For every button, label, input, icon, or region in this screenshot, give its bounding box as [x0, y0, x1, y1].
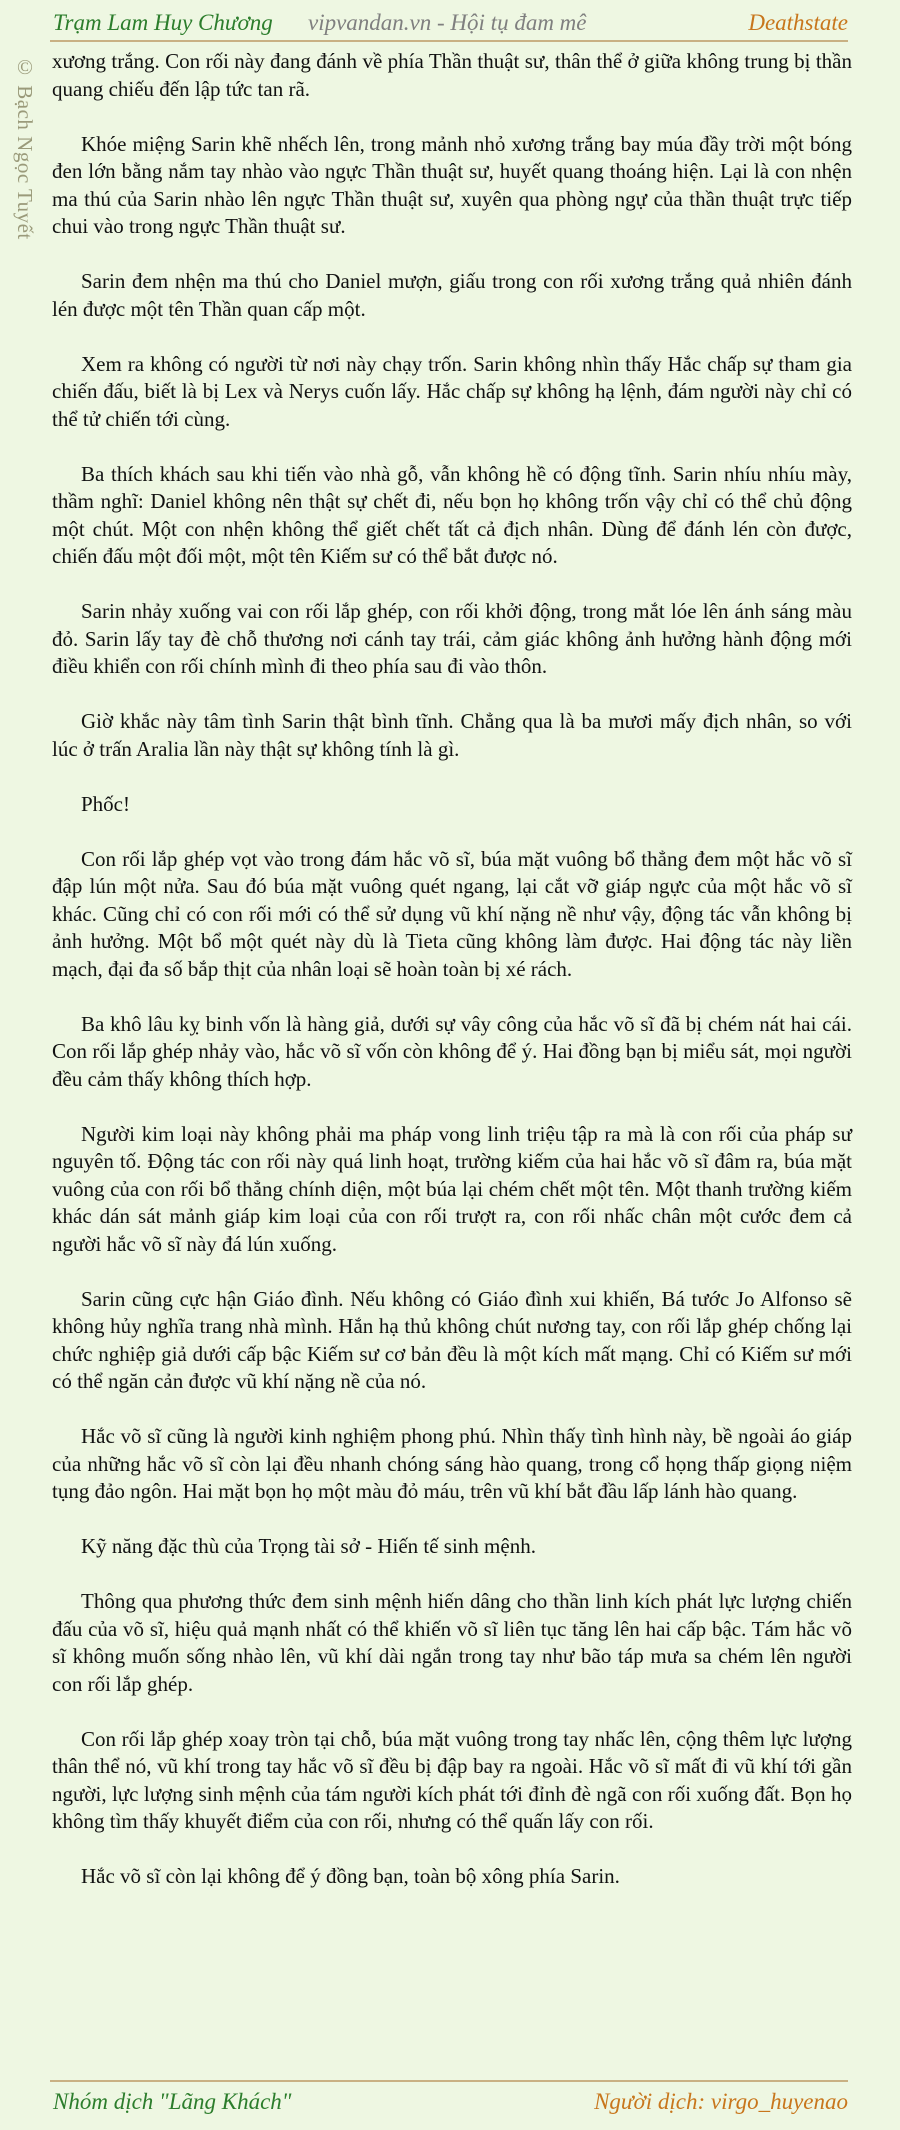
paragraph: Ba thích khách sau khi tiến vào nhà gỗ, vẫn không hề có động tĩnh. Sarin nhíu nhíu mày, thầm nghĩ: Daniel không nên thật sự chết đi, nếu bọn họ không trốn vậy chỉ có thể chủ động một chút. Một con nhện không thể giết chết tất cả địch nhân. Dùng để đánh lén còn được, chiến đấu một đối một, một tên Kiếm sư có thể bắt được nó. — [52, 461, 852, 568]
paragraph: Hắc võ sĩ cũng là người kinh nghiệm phong phú. Nhìn thấy tình hình này, bề ngoài áo giáp của những hắc võ sĩ còn lại đều nhanh chóng sáng hào quang, trong cổ họng thấp giọng niệm tụng đảo ngôn. Hai mặt bọn họ một màu đỏ máu, trên vũ khí bắt đầu lấp lánh hào quang. — [52, 1424, 852, 1503]
paragraph: Giờ khắc này tâm tình Sarin thật bình tĩnh. Chẳng qua là ba mươi mấy địch nhân, so với lúc ở trấn Aralia lần này thật sự không tính là gì. — [52, 709, 852, 761]
paragraph: Sarin nhảy xuống vai con rối lắp ghép, con rối khởi động, trong mắt lóe lên ánh sáng màu đỏ. Sarin lấy tay đè chỗ thương nơi cánh tay trái, cảm giác không ảnh hưởng hành động mới điều khiển con rối chính mình đi theo phía sau đi vào thôn. — [52, 599, 852, 678]
paragraph: Hắc võ sĩ còn lại không để ý đồng bạn, toàn bộ xông phía Sarin. — [81, 1864, 620, 1888]
paragraph: Ba khô lâu kỵ binh vốn là hàng giả, dưới sự vây công của hắc võ sĩ đã bị chém nát hai cái. Con rối lắp ghép nhảy vào, hắc võ sĩ vốn còn không để ý. Hai đồng bạn bị miểu sát, mọi người đều cảm thấy không thích hợp. — [52, 1011, 852, 1091]
paragraph: Xem ra không có người từ nơi này chạy trốn. Sarin không nhìn thấy Hắc chấp sự tham gia chiến đấu, biết là bị Lex và Nerys cuốn lấy. Hắc chấp sự không hạ lệnh, đám người này chỉ có thể tử chiến tới cùng. — [52, 351, 852, 431]
paragraph: Con rối lắp ghép xoay tròn tại chỗ, búa mặt vuông trong tay nhấc lên, cộng thêm lực lượng thân thể nó, vũ khí trong tay hắc võ sĩ đều bị đập bay ra ngoài. Hắc võ sĩ mất đi vũ khí tới gần người, lực lượng sinh mệnh của tám người kích phát tới đỉnh đè ngã con rối xuống đất. Bọn họ không tìm thấy khuyết điểm của con rối, nhưng có thể quấn lấy con rối. — [52, 1726, 852, 1833]
paragraph: Người kim loại này không phải ma pháp vong linh triệu tập ra mà là con rối của pháp sư nguyên tố. Động tác con rối này quá linh hoạt, trường kiếm của hai hắc võ sĩ đâm ra, búa mặt vuông của con rối bổ thẳng chính diện, một búa lại chém chết một tên. Một thanh trường kiếm khác dán sát mảnh giáp kim loại của con rối trượt ra, con rối nhấc chân một cước đem cả người hắc võ sĩ này đá lún xuống. — [52, 1121, 852, 1256]
paragraph: Phốc! — [81, 791, 130, 816]
footer-group-name: Nhóm dịch "Lãng Khách" — [53, 2089, 292, 2114]
paragraph: Sarin đem nhện ma thú cho Daniel mượn, giấu trong con rối xương trắng quả nhiên đánh lén được một tên Thần quan cấp một. — [52, 269, 852, 321]
header-site-name: Trạm Lam Huy Chương — [53, 10, 273, 35]
copyright-watermark: © Bạch Ngọc Tuyết — [13, 55, 37, 240]
page-header — [50, 8, 848, 38]
header-website: vipvandan.vn - Hội tụ đam mê — [308, 10, 587, 35]
paragraph: Khóe miệng Sarin khẽ nhếch lên, trong mảnh nhỏ xương trắng bay múa đầy trời một bóng đen lớn bằng nắm tay nhào vào ngực Thần thuật sư, huyết quang thoáng hiện. Lại là con nhện ma thú của Sarin nhào lên ngực Thần thuật sư, xuyên qua phòng ngự của thần thuật trực tiếp chui vào trong ngực Thần thuật sư. — [52, 131, 852, 238]
page-footer — [50, 2087, 848, 2117]
paragraph: Con rối lắp ghép vọt vào trong đám hắc võ sĩ, búa mặt vuông bổ thẳng đem một hắc võ sĩ đập lún một nửa. Sau đó búa mặt vuông quét ngang, lại cắt vỡ giáp ngực của một hắc võ sĩ khác. Cũng chỉ có con rối mới có thể sử dụng vũ khí nặng nề như vậy, động tác vẫn không bị ảnh hưởng. Một bổ một quét này dù là Tieta cũng không làm được. Hai động tác này liền mạch, đại đa số bắp thịt của nhân loại sẽ hoàn toàn bị xé rách. — [52, 846, 852, 981]
paragraph: Kỹ năng đặc thù của Trọng tài sở - Hiến tế sinh mệnh. — [81, 1534, 536, 1558]
paragraph: Sarin cũng cực hận Giáo đình. Nếu không có Giáo đình xui khiến, Bá tước Jo Alfonso sẽ không hủy nghĩa trang nhà mình. Hắn hạ thủ không chút nương tay, con rối lắp ghép chống lại chức nghiệp giả dưới cấp bậc Kiếm sư cơ bản đều là một kích mất mạng. Chỉ có Kiếm sư mới có thể ngăn cản được vũ khí nặng nề của nó. — [52, 1286, 852, 1393]
header-divider — [50, 40, 848, 42]
footer-divider — [50, 2080, 848, 2082]
paragraph: xương trắng. Con rối này đang đánh về phía Thần thuật sư, thân thể ở giữa không trung bị thần quang chiếu đến lập tức tan rã. — [52, 49, 852, 101]
paragraph: Thông qua phương thức đem sinh mệnh hiến dâng cho thần linh kích phát lực lượng chiến đấu của võ sĩ, hiệu quả mạnh nhất có thể khiến võ sĩ liên tục tăng lên hai cấp bậc. Tám hắc võ sĩ không muốn sống nhào lên, vũ khí dài ngắn trong tay như bão táp mưa sa chém lên người con rối lắp ghép. — [52, 1589, 852, 1696]
chapter-text — [52, 48, 852, 1918]
footer-translator: Người dịch: virgo_huyenao — [594, 2089, 848, 2114]
header-book-title: Deathstate — [748, 10, 848, 35]
